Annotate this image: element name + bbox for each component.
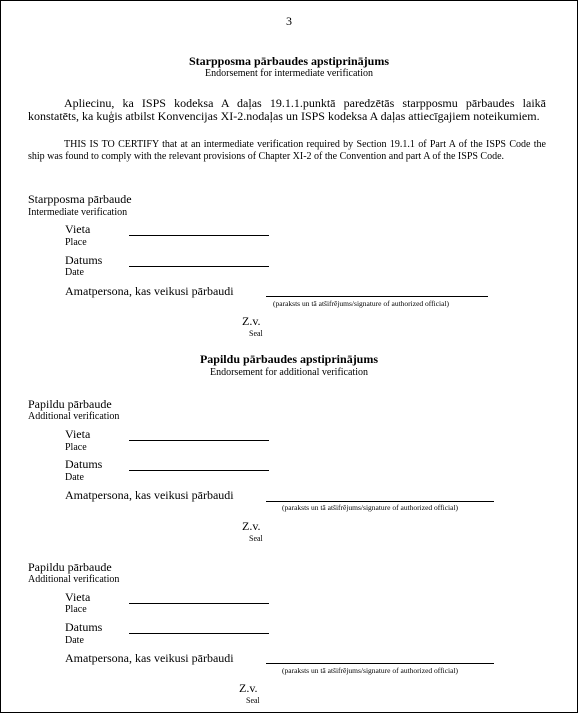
- seal-label: Z.v.: [239, 681, 258, 695]
- intermediate-verification-heading: Starpposma pārbaude: [28, 192, 132, 206]
- certification-text-lv: Apliecinu, ka ISPS kodeksa A daļas 19.1.1.punktā paredzētās starpposmu pārbaudes laikā konstatēts, ka kuģis atbilst Konvencijas XI-2.nodaļas un ISPS kodeksa A daļas attiecīgajiem noteikumiem.: [28, 96, 546, 123]
- date-label-en: Date: [65, 635, 84, 646]
- date-label: Datums: [65, 253, 103, 267]
- place-label: Vieta: [65, 222, 91, 236]
- seal-label-en: Seal: [249, 534, 263, 543]
- seal-label-en: Seal: [249, 329, 263, 338]
- date-field-line[interactable]: [129, 266, 269, 267]
- page-number: 3: [286, 14, 292, 28]
- signature-line[interactable]: [266, 663, 494, 664]
- additional-verification-heading: Papildu pārbaude: [28, 397, 112, 411]
- date-field-line[interactable]: [129, 470, 269, 471]
- signature-caption: (paraksts un tā atšifrējums/signature of authorized official): [282, 503, 459, 512]
- signature-caption: (paraksts un tā atšifrējums/signature of authorized official): [282, 666, 459, 675]
- certification-text-en: THIS IS TO CERTIFY that at an intermediate verification required by Section 19.1.1 of Part A of the ISPS Code the ship was found to comply with the relevant provisions of Chapter XI-2 of the Convention and part A of the ISPS Code.: [28, 139, 546, 162]
- seal-label-en: Seal: [246, 696, 260, 705]
- seal-label: Z.v.: [242, 314, 261, 328]
- official-label: Amatpersona, kas veikusi pārbaudi: [65, 488, 234, 502]
- date-label-en: Date: [65, 472, 84, 483]
- intermediate-verification-heading-en: Intermediate verification: [28, 207, 128, 218]
- place-field-line[interactable]: [129, 603, 269, 604]
- signature-line[interactable]: [266, 296, 488, 297]
- place-label-en: Place: [65, 604, 87, 615]
- additional-verification-heading-en: Additional verification: [28, 411, 120, 422]
- seal-label: Z.v.: [242, 519, 261, 533]
- place-label: Vieta: [65, 590, 91, 604]
- date-label: Datums: [65, 457, 103, 471]
- official-label: Amatpersona, kas veikusi pārbaudi: [65, 284, 234, 298]
- place-label-en: Place: [65, 442, 87, 453]
- intermediate-title: Starpposma pārbaudes apstiprinājums: [188, 54, 390, 68]
- date-field-line[interactable]: [129, 633, 269, 634]
- additional-title: Papildu pārbaudes apstiprinājums: [199, 352, 379, 366]
- official-label: Amatpersona, kas veikusi pārbaudi: [65, 651, 234, 665]
- date-label: Datums: [65, 620, 103, 634]
- signature-caption: (paraksts un tā atšifrējums/signature of authorized official): [273, 299, 450, 308]
- signature-line[interactable]: [266, 501, 494, 502]
- place-label: Vieta: [65, 427, 91, 441]
- place-field-line[interactable]: [129, 235, 269, 236]
- additional-subtitle: Endorsement for additional verification: [209, 367, 368, 378]
- place-field-line[interactable]: [129, 440, 269, 441]
- date-label-en: Date: [65, 267, 84, 278]
- place-label-en: Place: [65, 237, 87, 248]
- additional-verification-heading: Papildu pārbaude: [28, 560, 112, 574]
- intermediate-subtitle: Endorsement for intermediate verification: [205, 68, 373, 79]
- additional-verification-heading-en: Additional verification: [28, 574, 120, 585]
